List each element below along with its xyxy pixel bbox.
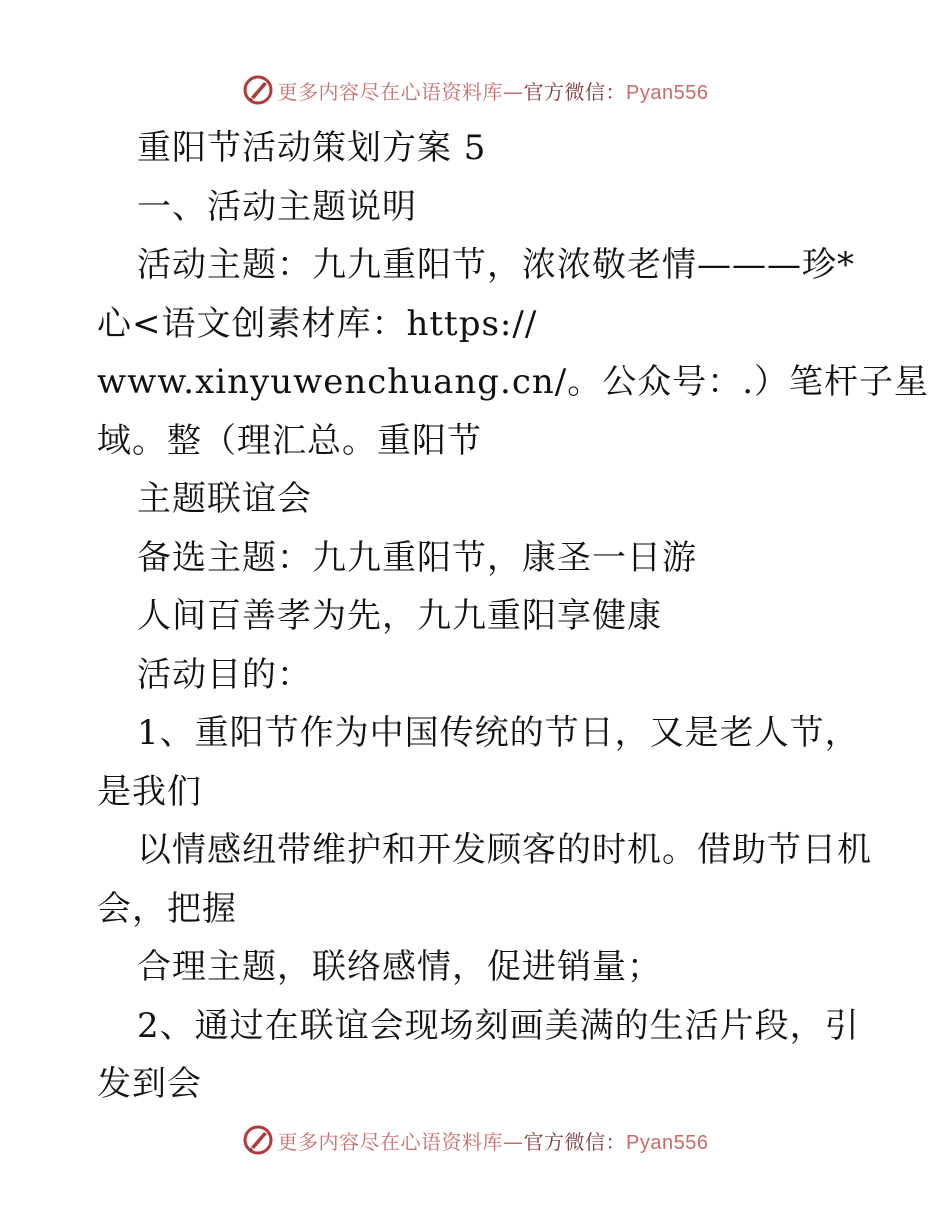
document-line: 重阳节活动策划方案 5 [137, 128, 487, 168]
header-wechat-label: 官方微信： [523, 79, 627, 104]
document-line: 合理主题，联络感情，促进销量； [137, 947, 662, 987]
document-body [97, 119, 930, 1114]
header-banner-text [278, 76, 709, 105]
footer-banner [0, 1120, 950, 1160]
document-line: www.xinyuwenchuang.cn/。公众号：.）笔杆子星 [97, 362, 930, 402]
document-line: 活动主题：九九重阳节，浓浓敬老情———珍* [137, 245, 855, 285]
footer-wechat-id: Pyan556 [626, 1131, 709, 1154]
document-line: 以情感纽带维护和开发顾客的时机。借助节日机 [137, 830, 872, 870]
header-separator: — [503, 79, 524, 104]
document-line: 域。整（理汇总。重阳节 [97, 420, 482, 461]
document-line: 备选主题：九九重阳节，康圣一日游 [137, 537, 697, 578]
document-line: 2、通过在联谊会现场刻画美满的生活片段，引 [137, 1005, 860, 1046]
footer-site-text: 更多内容尽在心语资料库 [277, 1129, 504, 1154]
document-line: 人间百善孝为先，九九重阳享健康 [137, 596, 662, 636]
document-line: 会，把握 [97, 888, 237, 929]
document-line: 是我们 [97, 771, 202, 812]
brush-logo-icon [242, 1124, 274, 1156]
document-line: 心<语文创素材库：https:// [97, 303, 538, 344]
document-line: 活动目的： [137, 654, 312, 695]
document-line: 1、重阳节作为中国传统的节日，又是老人节， [137, 713, 860, 753]
brush-logo-icon [242, 74, 274, 106]
document-line: 发到会 [97, 1064, 202, 1104]
header-site-text: 更多内容尽在心语资料库 [277, 79, 504, 104]
document-line: 一、活动主题说明 [137, 186, 417, 227]
footer-banner-text [278, 1126, 709, 1155]
footer-wechat-label: 官方微信： [523, 1129, 627, 1154]
header-banner [0, 70, 950, 110]
footer-separator: — [503, 1129, 524, 1154]
document-line: 主题联谊会 [137, 479, 312, 519]
header-wechat-id: Pyan556 [626, 81, 709, 104]
